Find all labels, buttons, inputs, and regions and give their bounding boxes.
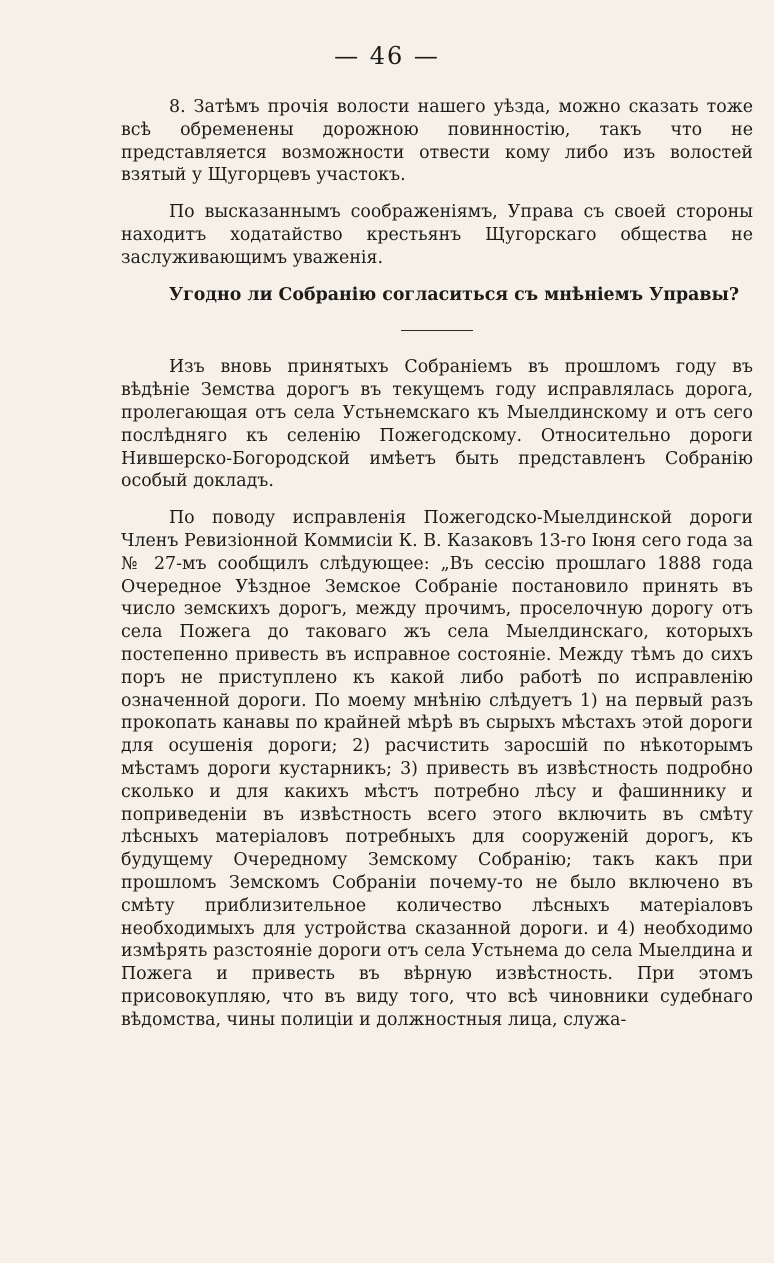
question-paragraph: Угодно ли Собранію согласиться съ мнѣніемъ Управы? bbox=[169, 284, 740, 305]
section-divider bbox=[401, 330, 473, 331]
roads-paragraph: Изъ вновь принятыхъ Собраніемъ въ прошломъ году въ вѣдѣніе Земства дорогъ въ текущемъ году исправлялась дорога, пролегающая отъ села Устьнемскаго къ Мыелдинскому и отъ сего послѣдняго къ селенію Пожегодскому. Относительно дороги Нившерско-Богородской имѣетъ быть представленъ Собранію особый докладъ. bbox=[121, 357, 753, 492]
paragraph-conclusion: По высказаннымъ соображеніямъ, Управа съ своей стороны находитъ ходатайство крестьянъ Щугорскаго общества не заслуживающимъ уваженія. bbox=[121, 202, 753, 268]
page-content bbox=[121, 96, 753, 1031]
repair-report-paragraph: По поводу исправленія Пожегодско-Мыелдинской дороги Членъ Ревизіонной Коммисіи К. В. Казаковъ 13-го Іюня сего года за № 27-мъ сообщилъ слѣдующее: „Въ сессію прошлаго 1888 года Очередное Уѣздное Земское Собраніе постановило принять въ число земскихъ дорогъ, между прочимъ, проселочную дорогу отъ села Пожега до таковаго жъ села Мыелдинскаго, которыхъ постепенно привесть въ исправное состояніе. Между тѣмъ до сихъ поръ не приступлено къ какой либо работѣ по исправленію означенной дороги. По моему мнѣнію слѣдуетъ 1) на первый разъ прокопать канавы по крайней мѣрѣ въ сырыхъ мѣстахъ этой дороги для осушенія дороги; 2) расчистить заросшій по нѣкоторымъ мѣстамъ дороги кустарникъ; 3) привесть въ извѣстность подробно сколько и для какихъ мѣстъ потребно лѣсу и фашиннику и поприведеніи въ извѣстность всего этого включить въ смѣту лѣсныхъ матеріаловъ потребныхъ для сооруженій дорогъ, къ будущему Очередному Земскому Собранію; такъ какъ при прошломъ Земскомъ Собраніи почему-то не было включено въ смѣту приблизительное количество лѣсныхъ матеріаловъ необходимыхъ для устройства сказанной дороги. и 4) необходимо измѣрять разстояніе дороги отъ села Устьнема до села Мыелдина и Пожега и привесть въ вѣрную извѣстность. При этомъ присовокупляю, что въ виду того, что всѣ чиновники судебнаго вѣдомства, чины полиціи и должностныя лица, служа- bbox=[121, 508, 753, 1030]
paragraph-8: 8. Затѣмъ прочія волости нашего уѣзда, можно сказать тоже всѣ обременены дорожною повинностію, такъ что не представляется возможности отвести кому либо изъ волостей взятый у Щугорцевъ участокъ. bbox=[121, 97, 753, 186]
page-number: — 46 — bbox=[334, 42, 440, 70]
